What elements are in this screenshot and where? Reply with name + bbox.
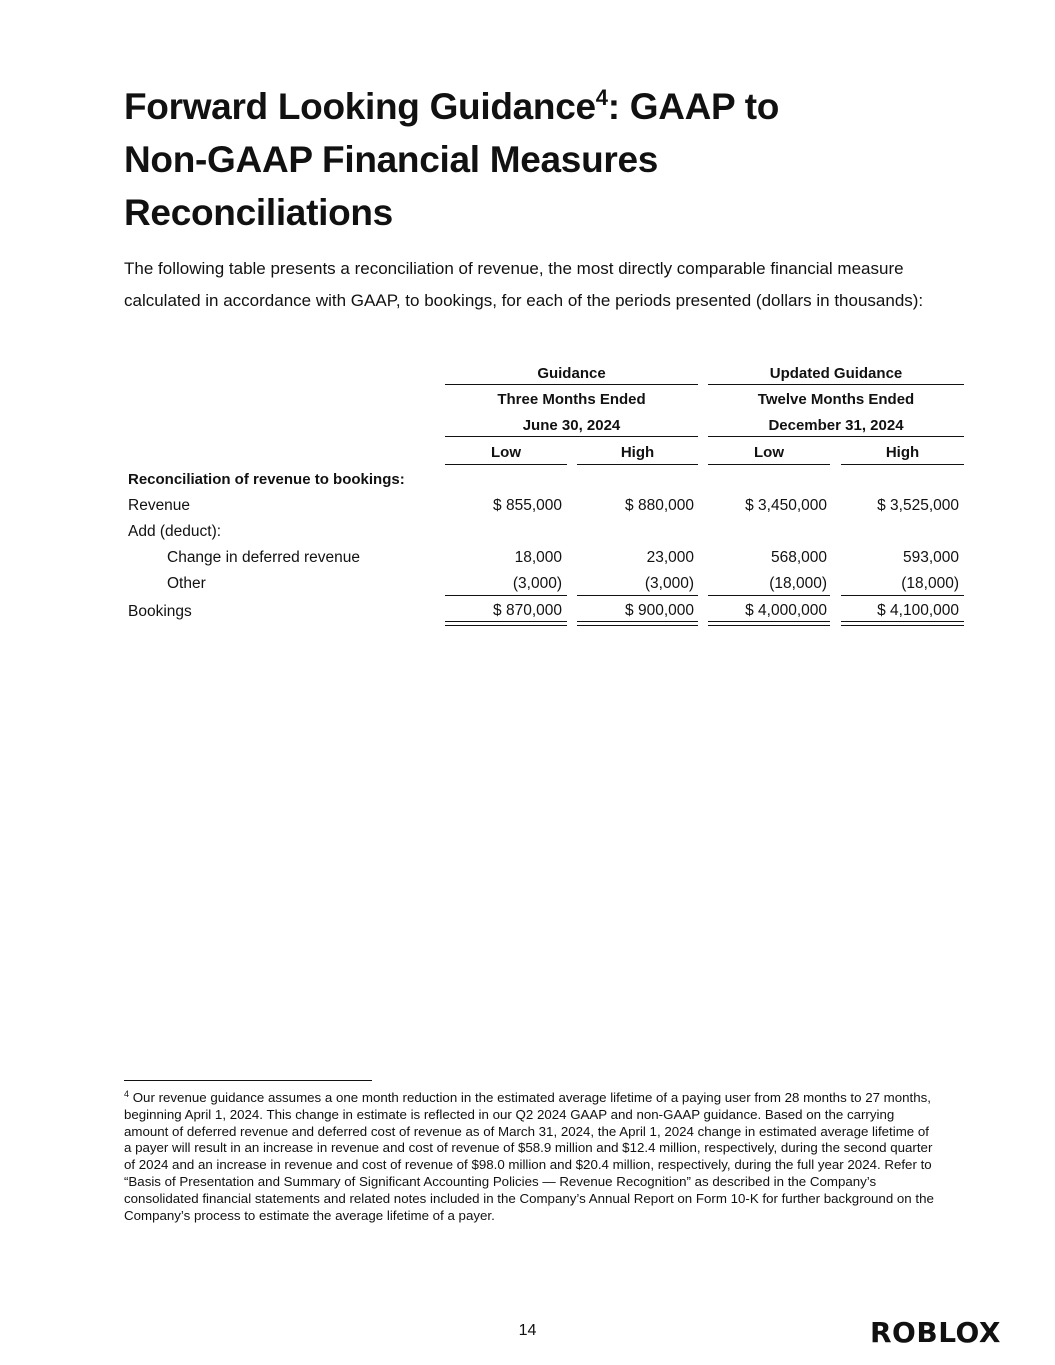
cell-value: $ 4,100,000 — [877, 602, 959, 619]
row-label: Other — [167, 575, 206, 592]
cell-value: 23,000 — [646, 549, 694, 566]
row-label: Change in deferred revenue — [167, 549, 361, 566]
cell-value: $ 4,000,000 — [745, 602, 827, 619]
cell-value: 568,000 — [770, 549, 827, 566]
row-label: Add (deduct): — [128, 523, 222, 540]
period-divider — [445, 436, 698, 437]
cell-value: $ 3,525,000 — [877, 497, 959, 514]
row-label: Revenue — [128, 497, 191, 514]
group-header-guidance: Guidance — [537, 365, 606, 382]
logo-text: ROBLOX — [870, 1316, 1001, 1349]
total-double-underline — [708, 621, 830, 626]
subtotal-divider — [577, 595, 698, 596]
cell-value: (3,000) — [512, 575, 562, 592]
period-header-line1: Twelve Months Ended — [757, 391, 915, 408]
section-label: Reconciliation of revenue to bookings: — [128, 471, 405, 488]
footnote-reference[interactable]: 4 — [595, 85, 608, 110]
title-line2: Non-GAAP Financial Measures — [124, 139, 659, 180]
footnote — [124, 1090, 934, 1224]
period-header-line2: December 31, 2024 — [768, 417, 904, 434]
column-header-low: Low — [754, 444, 784, 461]
column-divider — [577, 464, 698, 465]
cell-value: $ 880,000 — [625, 497, 694, 514]
period-header-line2: June 30, 2024 — [522, 417, 621, 434]
cell-value: $ 900,000 — [625, 602, 694, 619]
title-line3: Reconciliations — [124, 192, 393, 233]
group-divider — [445, 384, 698, 385]
footnote-text: Our revenue guidance assumes a one month reduction in the estimated average lifetime of a paying user from 28 months to 27 months, beginning April 1, 2024. This change in estimate is reflected in our Q2 2024 GAAP and non-GAAP guidance. Based on the carrying amount of deferred revenue and deferred cost of revenue as of March 31, 2024, the April 1, 2024 change in estimated average lifetime of a payer will result in an increase in revenue and cost of revenue of $58.9 million and $12.4 million, respectively, during the second quarter of 2024 and an increase in revenue and cost of revenue of $98.0 million and $20.4 million, respectively, during the full year 2024. Refer to “Basis of Presentation and Summary of Significant Accounting Policies — Revenue Recognition” as described in the Company’s consolidated financial statements and related notes included in the Company’s Annual Report on Form 10-K for further background on the Company’s process to estimate the average lifetime of a payer. — [124, 1090, 934, 1223]
total-double-underline — [577, 621, 698, 626]
column-header-high: High — [620, 444, 655, 461]
group-divider — [708, 384, 964, 385]
intro-paragraph: The following table presents a reconciliation of revenue, the most directly comparable financial measure calculated in accordance with GAAP, to bookings, for each of the periods presented (dollars in thousands): — [124, 259, 924, 310]
subtotal-divider — [708, 595, 830, 596]
title-line1-suffix: : GAAP to — [607, 86, 780, 127]
column-divider — [841, 464, 964, 465]
subtotal-divider — [841, 595, 964, 596]
subtotal-divider — [445, 595, 567, 596]
column-divider — [708, 464, 830, 465]
title-line1-text: Forward Looking Guidance — [124, 86, 596, 127]
group-header-updated-guidance: Updated Guidance — [769, 365, 903, 382]
total-double-underline — [445, 621, 567, 626]
column-divider — [445, 464, 567, 465]
cell-value: $ 3,450,000 — [745, 497, 827, 514]
cell-value: 593,000 — [902, 549, 959, 566]
total-double-underline — [841, 621, 964, 626]
page-number: 14 — [518, 1322, 537, 1339]
cell-value: $ 855,000 — [493, 497, 562, 514]
cell-value: (18,000) — [901, 575, 959, 592]
footnote-mark: 4 — [124, 1089, 130, 1099]
column-header-high: High — [885, 444, 920, 461]
cell-value: (18,000) — [769, 575, 827, 592]
period-divider — [708, 436, 964, 437]
footnote-separator — [124, 1080, 372, 1081]
roblox-logo — [870, 1318, 1001, 1348]
cell-value: $ 870,000 — [493, 602, 562, 619]
row-label: Bookings — [128, 603, 192, 620]
period-header-line1: Three Months Ended — [497, 391, 646, 408]
cell-value: (3,000) — [644, 575, 694, 592]
page-title — [124, 80, 944, 239]
column-header-low: Low — [491, 444, 521, 461]
cell-value: 18,000 — [514, 549, 562, 566]
